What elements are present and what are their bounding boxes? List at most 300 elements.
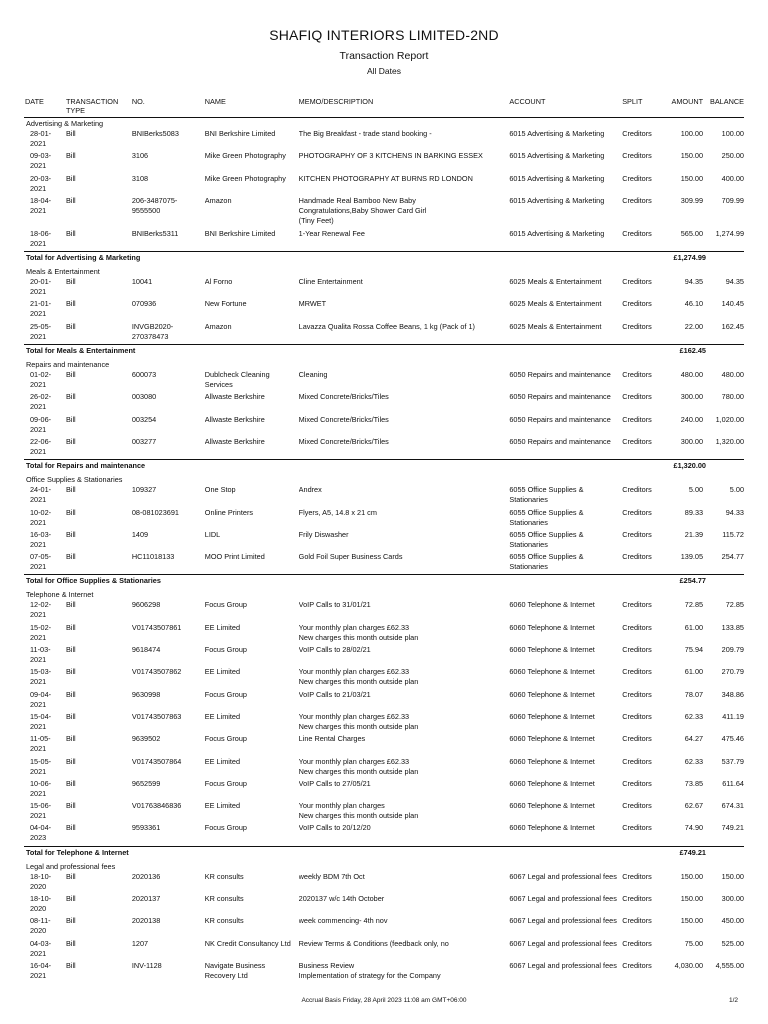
row-memo	[299, 277, 510, 299]
row-account: 6025 Meals & Entertainment	[509, 299, 602, 309]
row-balance: 209.79	[721, 645, 744, 655]
row-transaction-type: Bill	[65, 299, 76, 309]
column-header-type: TRANSACTION TYPE	[65, 97, 119, 115]
row-date: 10-06-2021	[30, 778, 52, 798]
row-number: 9606298	[131, 600, 161, 610]
row-memo	[299, 712, 510, 734]
row-number: 1409	[131, 529, 149, 539]
section-total-amount: £1,320.00	[673, 461, 706, 471]
memo-line: New charges this month outside plan	[298, 721, 419, 731]
row-date: 22-06-2021	[30, 436, 52, 456]
row-transaction-type: Bill	[65, 645, 76, 655]
row-balance: 611.64	[722, 778, 744, 788]
row-memo	[299, 667, 510, 689]
row-account: 6067 Legal and professional fees	[509, 938, 617, 948]
row-memo	[299, 757, 510, 779]
row-split: Creditors	[622, 485, 652, 495]
row-account: 6055 Office Supplies & Stationaries	[509, 552, 584, 572]
row-balance: 300.00	[721, 894, 744, 904]
row-amount: 62.33	[684, 756, 704, 766]
report-sections	[24, 118, 744, 983]
row-split: Creditors	[622, 370, 652, 380]
section-total-label: Total for Telephone & Internet	[26, 847, 129, 857]
row-transaction-type: Bill	[65, 960, 76, 970]
row-split: Creditors	[622, 195, 652, 205]
table-row	[24, 229, 744, 251]
row-memo	[299, 299, 510, 321]
row-memo	[299, 229, 510, 251]
section-total-amount: £162.45	[679, 346, 706, 356]
row-account: 6060 Telephone & Internet	[509, 778, 595, 788]
row-number: 2020136	[131, 871, 161, 881]
row-balance: 162.45	[721, 321, 744, 331]
row-number: 003254	[131, 414, 157, 424]
table-row	[24, 894, 744, 916]
row-amount: 61.00	[684, 667, 704, 677]
memo-line: Your monthly plan charges £62.33	[298, 756, 410, 766]
row-split: Creditors	[622, 622, 652, 632]
table-row	[24, 961, 744, 983]
table-row	[24, 939, 744, 961]
row-split: Creditors	[622, 436, 652, 446]
row-amount: 89.33	[684, 507, 704, 517]
row-transaction-type: Bill	[65, 622, 76, 632]
row-split: Creditors	[622, 801, 652, 811]
table-row	[24, 645, 744, 667]
table-row	[24, 600, 744, 622]
table-row	[24, 552, 744, 574]
row-transaction-type: Bill	[65, 370, 76, 380]
table-row	[24, 196, 744, 229]
row-name: LIDL	[204, 529, 221, 539]
memo-line: New charges this month outside plan	[298, 677, 419, 687]
memo-line: VoIP Calls to 31/01/21	[298, 600, 371, 610]
row-balance: 674.31	[721, 801, 744, 811]
memo-line: Your monthly plan charges £62.33	[298, 622, 410, 632]
row-memo	[299, 151, 510, 173]
row-split: Creditors	[622, 756, 652, 766]
row-date: 15-02-2021	[30, 622, 52, 642]
row-balance: 709.99	[721, 195, 744, 205]
column-header-split: SPLIT	[622, 97, 643, 106]
row-name: BNI Berkshire Limited	[204, 129, 276, 138]
row-amount: 150.00	[680, 173, 704, 183]
row-memo	[299, 600, 510, 622]
section-total	[24, 846, 744, 860]
row-amount: 150.00	[680, 894, 704, 904]
row-name: Amazon	[204, 195, 232, 205]
table-row	[24, 151, 744, 173]
memo-line: VoIP Calls to 21/03/21	[298, 689, 371, 699]
row-account: 6025 Meals & Entertainment	[509, 277, 602, 287]
row-date: 01-02-2021	[30, 370, 52, 390]
section-total-label: Total for Meals & Entertainment	[26, 346, 136, 356]
table-row	[24, 530, 744, 552]
row-account: 6015 Advertising & Marketing	[509, 173, 605, 183]
row-name: Al Forno	[204, 277, 233, 287]
memo-line: Congratulations,Baby Shower Card Girl	[298, 205, 427, 215]
column-header-amount: AMOUNT	[671, 97, 704, 106]
row-balance: 254.77	[721, 552, 744, 562]
row-transaction-type: Bill	[65, 711, 76, 721]
row-balance: 525.00	[721, 938, 744, 948]
row-transaction-type: Bill	[65, 552, 76, 562]
row-transaction-type: Bill	[65, 756, 76, 766]
row-split: Creditors	[622, 894, 652, 904]
row-memo	[299, 734, 510, 756]
row-number: 003080	[131, 392, 157, 402]
row-balance: 400.00	[721, 173, 744, 183]
row-balance: 537.79	[721, 756, 744, 766]
row-account: 6060 Telephone & Internet	[509, 711, 595, 721]
row-balance: 348.86	[721, 689, 744, 699]
row-name: Allwaste Berkshire	[204, 436, 265, 446]
row-transaction-type: Bill	[65, 823, 76, 833]
row-balance: 94.35	[725, 277, 744, 287]
row-split: Creditors	[622, 277, 652, 287]
row-memo	[299, 801, 510, 823]
row-number: INV-1128	[131, 960, 162, 970]
row-split: Creditors	[622, 823, 652, 833]
row-name: EE Limited	[204, 667, 241, 677]
section-total-label: Total for Repairs and maintenance	[26, 461, 146, 471]
row-amount: 72.85	[684, 600, 704, 610]
row-transaction-type: Bill	[65, 228, 76, 238]
row-date: 20-01-2021	[30, 277, 52, 297]
row-date: 11-05-2021	[30, 734, 51, 754]
row-transaction-type: Bill	[65, 801, 76, 811]
row-memo	[299, 129, 510, 151]
row-amount: 75.94	[684, 645, 704, 655]
table-row	[24, 734, 744, 756]
row-memo	[299, 939, 510, 961]
row-balance: 480.00	[721, 370, 744, 380]
memo-line: 1-Year Renewal Fee	[298, 228, 365, 238]
row-date: 25-05-2021	[30, 321, 52, 341]
row-transaction-type: Bill	[65, 151, 76, 161]
section-heading: Advertising & Marketing	[26, 119, 104, 128]
row-date: 15-06-2021	[30, 801, 52, 821]
memo-line: MRWET	[298, 299, 327, 309]
section-total-amount: £749.21	[679, 847, 706, 857]
row-split: Creditors	[622, 916, 652, 926]
row-number: BNIBerks5311	[131, 228, 179, 238]
memo-line: VoIP Calls to 28/02/21	[298, 645, 371, 655]
row-amount: 4,030.00	[674, 960, 704, 970]
row-date: 11-03-2021	[30, 645, 51, 665]
table-row	[24, 322, 744, 344]
row-date: 04-03-2021	[30, 938, 52, 958]
row-transaction-type: Bill	[65, 321, 76, 331]
row-number: 3108	[131, 173, 149, 183]
row-date: 18-04-2021	[30, 195, 52, 215]
row-balance: 94.33	[725, 507, 744, 517]
row-transaction-type: Bill	[65, 195, 76, 205]
row-split: Creditors	[622, 228, 652, 238]
row-account: 6050 Repairs and maintenance	[509, 370, 611, 380]
row-split: Creditors	[622, 321, 652, 331]
row-memo	[299, 961, 510, 983]
table-row	[24, 299, 744, 321]
row-name: Focus Group	[204, 778, 247, 788]
row-date: 16-03-2021	[30, 529, 52, 549]
memo-line: New charges this month outside plan	[298, 766, 419, 776]
row-date: 21-01-2021	[30, 299, 52, 319]
row-split: Creditors	[622, 960, 652, 970]
row-amount: 150.00	[680, 151, 704, 161]
row-account: 6055 Office Supplies & Stationaries	[509, 529, 584, 549]
memo-line: 2020137 w/c 14th October	[298, 894, 385, 904]
memo-line: Flyers, A5, 14.8 x 21 cm	[298, 507, 377, 517]
row-name: One Stop	[204, 485, 236, 495]
column-header-no: NO.	[131, 97, 145, 106]
footer-basis: Accrual Basis Friday, 28 April 2023 11:08 am GMT+06:00	[301, 997, 467, 1004]
row-account: 6050 Repairs and maintenance	[509, 436, 611, 446]
row-number: 206-3487075-9555500	[131, 195, 178, 215]
column-header-date: DATE	[25, 97, 44, 106]
row-split: Creditors	[622, 151, 652, 161]
memo-line: Mixed Concrete/Bricks/Tiles	[298, 436, 389, 446]
row-memo	[299, 508, 510, 530]
table-row	[24, 370, 744, 392]
row-name: Focus Group	[204, 823, 247, 833]
row-memo	[299, 916, 510, 938]
row-transaction-type: Bill	[65, 277, 76, 287]
row-transaction-type: Bill	[65, 436, 76, 446]
row-number: 1207	[131, 938, 149, 948]
row-amount: 139.05	[680, 552, 704, 562]
row-amount: 309.99	[680, 195, 704, 205]
row-split: Creditors	[622, 529, 652, 539]
row-transaction-type: Bill	[65, 600, 76, 610]
row-name: BNI Berkshire Limited	[204, 228, 276, 238]
row-account: 6015 Advertising & Marketing	[509, 195, 605, 205]
memo-line: Implementation of strategy for the Company	[298, 970, 441, 980]
row-amount: 21.39	[684, 529, 704, 539]
column-header-balance: BALANCE	[709, 97, 745, 106]
row-name: Focus Group	[204, 689, 247, 699]
row-name: EE Limited	[204, 801, 241, 811]
row-amount: 46.10	[684, 299, 704, 309]
row-balance: 250.00	[721, 151, 744, 161]
memo-line: Line Rental Charges	[298, 734, 366, 744]
row-amount: 62.67	[684, 801, 704, 811]
row-date: 26-02-2021	[30, 392, 52, 412]
table-row	[24, 667, 744, 689]
memo-line: Lavazza Qualita Rossa Coffee Beans, 1 kg (Pack of 1)	[298, 321, 475, 331]
memo-line: KITCHEN PHOTOGRAPHY AT BURNS RD LONDON	[298, 173, 473, 183]
row-number: 070936	[131, 299, 157, 309]
memo-line: PHOTOGRAPHY OF 3 KITCHENS IN BARKING ESSEX	[298, 151, 483, 161]
table-row	[24, 712, 744, 734]
row-split: Creditors	[622, 667, 652, 677]
row-name: Mike Green Photography	[204, 173, 286, 183]
memo-line: Review Terms & Conditions (feedback only, no	[298, 938, 449, 948]
memo-line: Mixed Concrete/Bricks/Tiles	[298, 392, 389, 402]
row-split: Creditors	[622, 778, 652, 788]
table-row	[24, 823, 744, 845]
memo-line: Cleaning	[298, 370, 328, 380]
row-name: Focus Group	[204, 734, 247, 744]
row-number: 9652599	[131, 778, 161, 788]
row-name: New Fortune	[204, 299, 247, 309]
table-row	[24, 690, 744, 712]
memo-line: VoIP Calls to 20/12/20	[298, 823, 371, 833]
section-total-amount: £1,274.99	[673, 253, 706, 263]
row-account: 6060 Telephone & Internet	[509, 689, 595, 699]
table-row	[24, 757, 744, 779]
row-transaction-type: Bill	[65, 414, 76, 424]
memo-line: Your monthly plan charges £62.33	[298, 667, 410, 677]
row-number: V01763846836	[131, 801, 182, 811]
row-balance: 475.46	[721, 734, 744, 744]
table-row	[24, 801, 744, 823]
row-number: 10041	[131, 277, 153, 287]
row-memo	[299, 196, 510, 229]
row-transaction-type: Bill	[65, 529, 76, 539]
row-account: 6060 Telephone & Internet	[509, 600, 595, 610]
row-name: Dublcheck Cleaning Services	[204, 370, 270, 390]
row-balance: 450.00	[721, 916, 744, 926]
row-date: 18-10-2020	[30, 894, 52, 914]
section-heading: Repairs and maintenance	[26, 360, 110, 370]
row-memo	[299, 485, 510, 507]
row-memo	[299, 370, 510, 392]
row-date: 12-02-2021	[30, 600, 52, 620]
row-name: KR consults	[204, 871, 244, 881]
row-memo	[299, 392, 510, 414]
row-transaction-type: Bill	[65, 689, 76, 699]
row-number: 9630998	[131, 689, 161, 699]
page-number: 1/2	[728, 997, 738, 1004]
row-transaction-type: Bill	[65, 916, 76, 926]
row-date: 15-03-2021	[30, 667, 52, 687]
table-row	[24, 129, 744, 151]
row-transaction-type: Bill	[65, 871, 76, 881]
row-memo	[299, 779, 510, 801]
row-memo	[299, 552, 510, 574]
row-amount: 94.35	[684, 277, 704, 287]
row-split: Creditors	[622, 938, 652, 948]
row-account: 6067 Legal and professional fees	[509, 894, 617, 904]
row-transaction-type: Bill	[65, 485, 76, 495]
row-name: Allwaste Berkshire	[204, 392, 265, 402]
row-memo	[299, 322, 510, 344]
row-number: BNIBerks5083	[131, 129, 179, 138]
row-memo	[299, 623, 510, 645]
row-number: V01743507861	[131, 622, 182, 632]
row-amount: 22.00	[684, 321, 704, 331]
memo-line: weekly BDM 7th Oct	[298, 871, 365, 881]
row-number: INVGB2020-270378473	[131, 321, 174, 341]
row-date: 15-05-2021	[30, 756, 52, 776]
row-number: 9593361	[131, 823, 161, 833]
row-number: V01743507864	[131, 756, 182, 766]
row-split: Creditors	[622, 871, 652, 881]
row-memo	[299, 645, 510, 667]
row-split: Creditors	[622, 299, 652, 309]
row-memo	[299, 872, 510, 894]
row-amount: 100.00	[680, 129, 704, 138]
row-name: Amazon	[204, 321, 232, 331]
row-name: MOO Print Limited	[204, 552, 265, 562]
row-number: 003277	[131, 436, 157, 446]
memo-line: Handmade Real Bamboo New Baby	[298, 195, 416, 205]
row-name: Online Printers	[204, 507, 254, 517]
row-date: 18-06-2021	[30, 228, 52, 248]
row-date: 09-06-2021	[30, 414, 52, 434]
row-date: 16-04-2021	[30, 960, 52, 980]
row-transaction-type: Bill	[65, 129, 76, 138]
row-date: 04-04-2023	[30, 823, 52, 843]
row-number: 109327	[131, 485, 157, 495]
row-account: 6025 Meals & Entertainment	[509, 321, 602, 331]
row-date: 09-04-2021	[30, 689, 52, 709]
row-transaction-type: Bill	[65, 734, 76, 744]
memo-line: New charges this month outside plan	[298, 811, 419, 821]
row-account: 6067 Legal and professional fees	[509, 916, 617, 926]
row-balance: 115.72	[722, 529, 744, 539]
memo-line: week commencing- 4th nov	[298, 916, 388, 926]
row-split: Creditors	[622, 734, 652, 744]
row-date: 10-02-2021	[30, 507, 52, 527]
memo-line: Cline Entertainment	[298, 277, 363, 287]
row-amount: 150.00	[680, 871, 704, 881]
row-name: EE Limited	[204, 711, 241, 721]
row-balance: 1,274.99	[715, 228, 744, 238]
transaction-table	[24, 97, 744, 983]
row-account: 6050 Repairs and maintenance	[509, 392, 611, 402]
row-date: 09-03-2021	[30, 151, 52, 171]
row-account: 6060 Telephone & Internet	[509, 756, 595, 766]
row-transaction-type: Bill	[65, 938, 76, 948]
memo-line: Frily Diswasher	[298, 529, 349, 539]
row-account: 6055 Office Supplies & Stationaries	[509, 507, 584, 527]
row-account: 6055 Office Supplies & Stationaries	[509, 485, 584, 505]
row-name: NK Credit Consultancy Ltd	[204, 938, 291, 948]
row-name: KR consults	[204, 894, 244, 904]
section-total-label: Total for Office Supplies & Stationaries	[26, 576, 161, 586]
row-transaction-type: Bill	[65, 173, 76, 183]
row-date: 20-03-2021	[30, 173, 52, 193]
row-account: 6015 Advertising & Marketing	[509, 228, 605, 238]
column-header-memo: MEMO/DESCRIPTION	[298, 97, 374, 106]
row-name: KR consults	[204, 916, 244, 926]
memo-line: Your monthly plan charges £62.33	[298, 711, 410, 721]
row-transaction-type: Bill	[65, 778, 76, 788]
row-balance: 749.21	[721, 823, 744, 833]
row-amount: 5.00	[688, 485, 704, 495]
company-name: SHAFIQ INTERIORS LIMITED-2ND	[269, 27, 499, 43]
row-balance: 1,020.00	[715, 414, 744, 424]
row-number: HC11018133	[131, 552, 175, 562]
row-balance: 411.19	[722, 711, 744, 721]
row-date: 24-01-2021	[30, 485, 52, 505]
table-row	[24, 623, 744, 645]
row-balance: 140.45	[721, 299, 744, 309]
row-memo	[299, 690, 510, 712]
row-account: 6060 Telephone & Internet	[509, 622, 595, 632]
column-headers	[24, 97, 744, 118]
section-heading: Office Supplies & Stationaries	[26, 475, 123, 485]
memo-line: The Big Breakfast - trade stand booking -	[298, 129, 432, 138]
row-split: Creditors	[622, 711, 652, 721]
table-row	[24, 392, 744, 414]
section-heading: Legal and professional fees	[26, 861, 116, 871]
row-amount: 150.00	[680, 916, 704, 926]
table-row	[24, 916, 744, 938]
row-memo	[299, 530, 510, 552]
